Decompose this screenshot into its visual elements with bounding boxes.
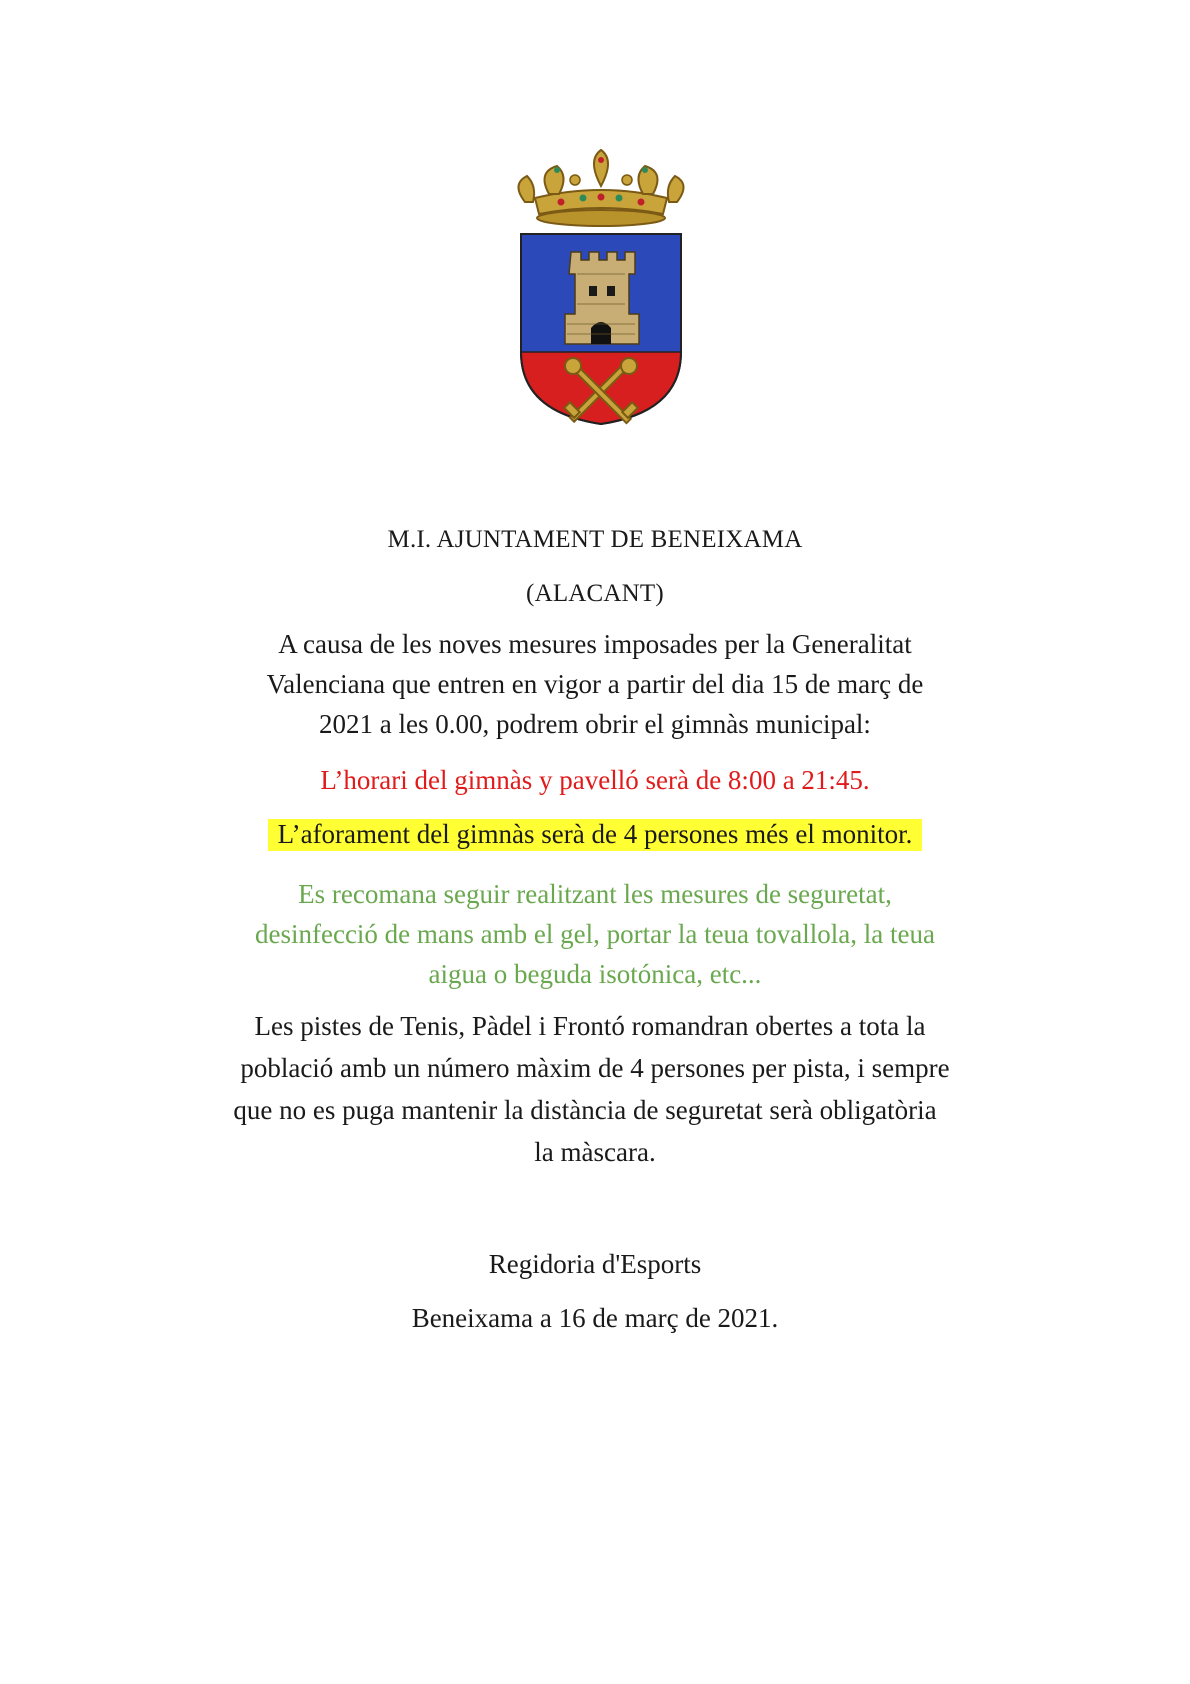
document-date: Beneixama a 16 de març de 2021. [411, 1303, 779, 1333]
courts-line: que no es puga mantenir la distància de seguretat serà obligatòria [233, 1095, 937, 1125]
recommendation-line: desinfecció de mans amb el gel, portar la teua tovallola, la teua [255, 919, 935, 949]
courts-line: Les pistes de Tenis, Pàdel i Frontó romandran obertes a tota la [254, 1011, 926, 1041]
recommendation-line: aigua o beguda isotónica, etc... [428, 959, 762, 989]
intro-line: A causa de les noves mesures imposades per la Generalitat [278, 629, 912, 659]
capacity-notice: L’aforament del gimnàs serà de 4 persones més el monitor. [268, 819, 923, 851]
intro-line: 2021 a les 0.00, podrem obrir el gimnàs municipal: [319, 709, 871, 739]
schedule-notice: L’horari del gimnàs y pavelló serà de 8:00 a 21:45. [320, 765, 870, 795]
coat-of-arms-logo [487, 142, 715, 430]
courts-line: la màscara. [534, 1137, 656, 1167]
intro-line: Valenciana que entren en vigor a partir del dia 15 de març de [266, 669, 924, 699]
courts-line: població amb un número màxim de 4 persones per pista, i sempre [240, 1053, 950, 1083]
recommendation-line: Es recomana seguir realitzant les mesures de seguretat, [298, 879, 892, 909]
province-name: (ALACANT) [526, 580, 664, 607]
capacity-notice-row [0, 818, 1190, 850]
crown-icon [518, 150, 683, 226]
tower-icon [565, 252, 639, 344]
department-signature: Regidoria d'Esports [488, 1249, 702, 1279]
council-name: M.I. AJUNTAMENT DE BENEIXAMA [387, 526, 803, 553]
